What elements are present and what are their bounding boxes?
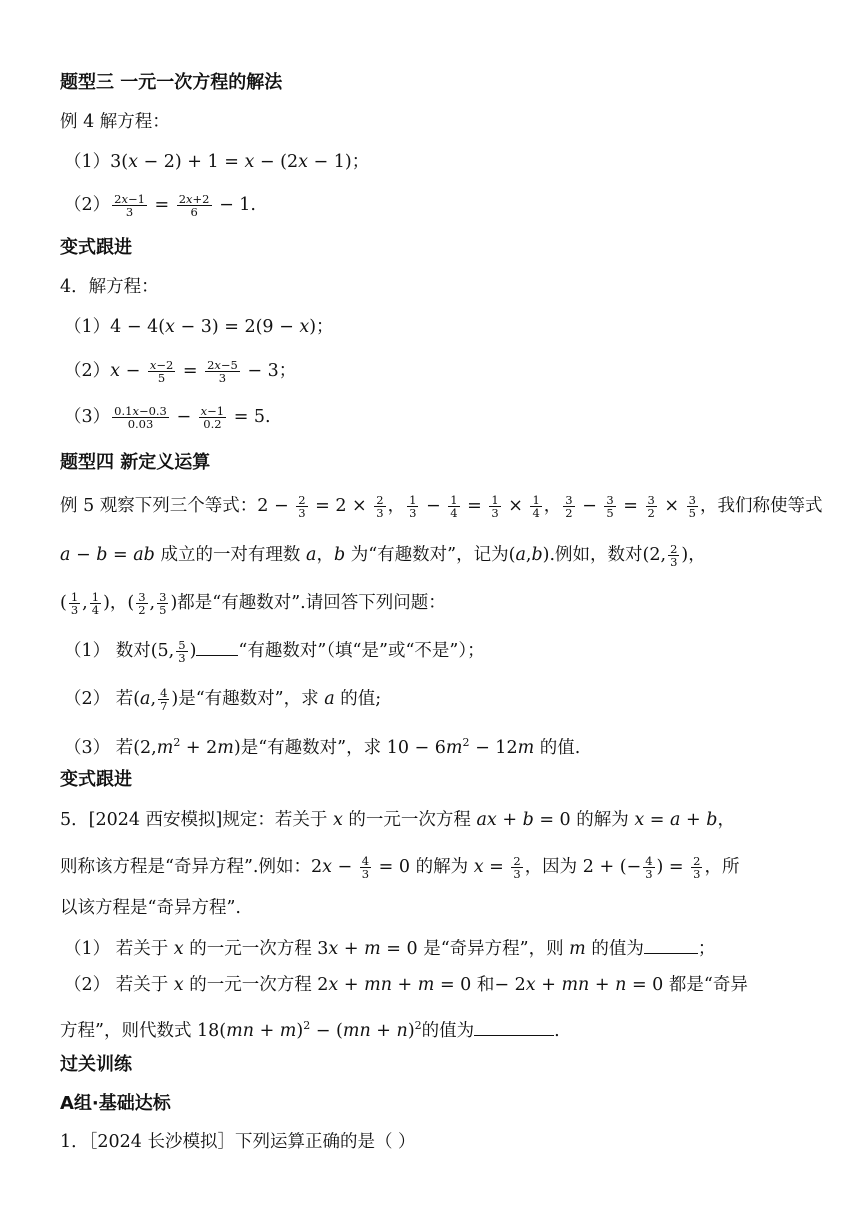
question-4-item-1: （1）4 − 4(x − 3) = 2(9 − x)； <box>64 317 334 337</box>
fraction: $\frac{5}{3}$ <box>178 638 186 665</box>
section-heading-type4: 题型四 新定义运算 <box>60 452 211 473</box>
question-5-line-2: 则称该方程是“奇异方程”.例如：2x − $\frac{4}{3}$ = 0 的解为 x = $\frac{2}{3}$ ，因为 2 + (− $\frac{4}{3}$ ) = $\frac{2}{3}$ ，所 <box>60 854 740 881</box>
example-4-intro: 例 4 解方程： <box>60 112 170 132</box>
fraction: $\frac{3}{5}$ <box>688 493 696 520</box>
fraction: $\frac{1}{4}$ <box>91 590 100 617</box>
question-4-item-3: （3） $\frac{0.1x-0.3}{0.03}$ − $\frac{x-1}{0.2}$ = 5. <box>64 404 271 431</box>
fraction: $\frac{3}{5}$ <box>159 590 167 617</box>
question-5-line-1: 5．[2024 西安模拟]规定：若关于 x 的一元一次方程 ax + b = 0 的解为 x = a + b， <box>60 810 735 830</box>
fraction: $\frac{3}{2}$ <box>647 493 655 520</box>
example-4-item-1: （1）3(x − 2) + 1 = x − (2x − 1)； <box>64 152 370 172</box>
fraction: $\frac{2}{3}$ <box>693 854 701 881</box>
fraction: $\frac{4}{3}$ <box>645 854 653 881</box>
training-question-1: 1．［2024 长沙模拟］下列运算正确的是（ ） <box>60 1132 416 1152</box>
fraction: $\frac{2x-1}{3}$ <box>114 192 145 219</box>
example-5-question-2: （2） 若(a, $\frac{4}{7}$ )是“有趣数对”，求 a 的值; <box>64 686 382 713</box>
fraction: $\frac{4}{3}$ <box>361 854 370 881</box>
section-heading-training: 过关训练 <box>60 1054 132 1075</box>
fraction: $\frac{2}{3}$ <box>376 493 384 520</box>
fraction: $\frac{2x-5}{3}$ <box>207 358 238 385</box>
fraction: $\frac{3}{5}$ <box>606 493 614 520</box>
fraction: $\frac{0.1x-0.3}{0.03}$ <box>114 404 167 431</box>
section-heading-variant: 变式跟进 <box>60 769 132 790</box>
fraction: $\frac{3}{2}$ <box>565 493 573 520</box>
question-5-item-2-continued: 方程”，则代数式 18(mn + m)$^2$ − (mn + n)$^2$的值为 . <box>60 1019 560 1041</box>
example-5-question-1: （1） 数对(5, $\frac{5}{3}$ ) “有趣数对”（填“是”或“不是”）； <box>64 638 485 665</box>
fraction: $\frac{1}{4}$ <box>532 493 540 520</box>
example-5-question-3: （3） 若$(2,m^2 + 2m)$是“有趣数对”，求 $10 - 6m^2 - 12m$ 的值. <box>64 736 581 758</box>
fraction: $\frac{1}{3}$ <box>70 590 79 617</box>
question-5-item-1: （1） 若关于 x 的一元一次方程 3x + m = 0 是“奇异方程”，则 m 的值为 ； <box>64 939 716 959</box>
fraction: $\frac{x-1}{0.2}$ <box>200 404 225 431</box>
fraction: $\frac{1}{3}$ <box>491 493 499 520</box>
question-5-item-2: （2） 若关于 x 的一元一次方程 2x + mn + m = 0 和− 2x + mn + n = 0 都是“奇异 <box>64 975 748 995</box>
fraction: $\frac{4}{7}$ <box>160 686 168 713</box>
fraction: $\frac{x-2}{5}$ <box>149 358 174 385</box>
example-5-line-3: ( $\frac{1}{3}$ , $\frac{1}{4}$ )，( $\frac{3}{2}$ , $\frac{3}{5}$ )都是“有趣数对”.请回答下列问题： <box>60 590 446 617</box>
section-heading-variant: 变式跟进 <box>60 237 132 258</box>
question-5-line-3: 以该方程是“奇异方程”. <box>60 898 241 918</box>
example-5-line-2: a − b = ab 成立的一对有理数 a，b 为“有趣数对”，记为(a,b).例如，数对(2, $\frac{2}{3}$ )， <box>60 542 706 569</box>
answer-blank[interactable] <box>474 1019 554 1036</box>
fraction: $\frac{1}{4}$ <box>450 493 458 520</box>
example-5-line-1: 例 5 观察下列三个等式：2 − $\frac{2}{3}$ = 2 × $\frac{2}{3}$ ， $\frac{1}{3}$ − $\frac{1}{4}$ = $\frac{1}{3}$ × $\frac{1}{4}$ ， $\frac{3}{2}$ − $\frac{3}{5}$ = $\frac{3}{2}$ × $\frac{3}{5}$ ，我们称使等式 <box>60 493 823 520</box>
fraction: $\frac{2x+2}{6}$ <box>178 192 210 219</box>
fraction: $\frac{2}{3}$ <box>513 854 521 881</box>
answer-blank[interactable] <box>644 937 698 954</box>
fraction: $\frac{2}{3}$ <box>298 493 306 520</box>
example-4-item-2: （2） $\frac{2x-1}{3}$ = $\frac{2x+2}{6}$ − 1. <box>64 192 256 219</box>
fraction: $\frac{2}{3}$ <box>670 542 678 569</box>
question-4-item-2: （2）x − $\frac{x-2}{5}$ = $\frac{2x-5}{3}$ − 3； <box>64 358 297 385</box>
fraction: $\frac{3}{2}$ <box>138 590 146 617</box>
section-heading-group-a: A组·基础达标 <box>60 1093 171 1114</box>
fraction: $\frac{1}{3}$ <box>409 493 417 520</box>
question-4-intro: 4．解方程： <box>60 277 159 297</box>
section-heading-type3: 题型三 一元一次方程的解法 <box>60 72 283 93</box>
answer-blank[interactable] <box>196 639 238 656</box>
